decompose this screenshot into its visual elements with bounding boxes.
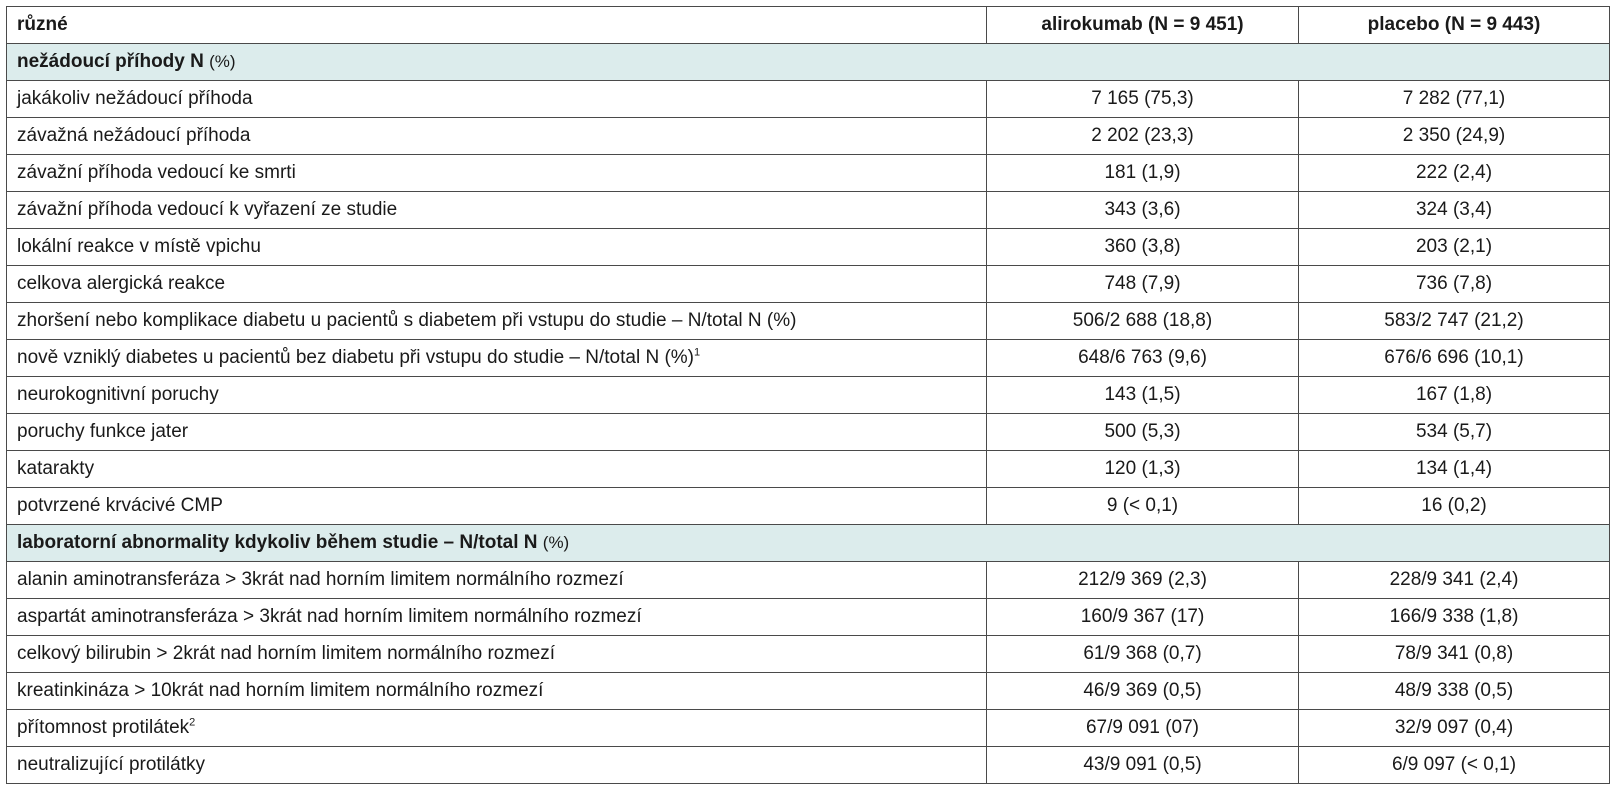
adverse-events-table (6, 6, 1610, 784)
row-label (7, 673, 987, 710)
table-row (7, 710, 1610, 747)
table-row (7, 414, 1610, 451)
alirocumab-value: 212/9 369 (2,3) (987, 562, 1299, 599)
alirocumab-value: 360 (3,8) (987, 229, 1299, 266)
placebo-value: 534 (5,7) (1299, 414, 1610, 451)
row-label (7, 118, 987, 155)
section-title (7, 44, 1610, 81)
placebo-value: 7 282 (77,1) (1299, 81, 1610, 118)
placebo-value: 32/9 097 (0,4) (1299, 710, 1610, 747)
row-label (7, 562, 987, 599)
row-label-text: závažná nežádoucí příhoda (17, 125, 251, 146)
placebo-value: 2 350 (24,9) (1299, 118, 1610, 155)
row-label-text: závažní příhoda vedoucí ke smrti (17, 162, 296, 183)
row-label-text: alanin aminotransferáza > 3krát nad horním limitem normálního rozmezí (17, 569, 624, 590)
row-label-text: neurokognitivní poruchy (17, 384, 219, 405)
alirocumab-value: 648/6 763 (9,6) (987, 340, 1299, 377)
section-title-text: laboratorní abnormality kdykoliv během studie – N/total N (17, 532, 538, 553)
alirocumab-value: 343 (3,6) (987, 192, 1299, 229)
alirocumab-value: 181 (1,9) (987, 155, 1299, 192)
section-row-adverse-events (7, 44, 1610, 81)
alirocumab-value: 61/9 368 (0,7) (987, 636, 1299, 673)
section-row-lab-abnormalities (7, 525, 1610, 562)
row-label-text: celkova alergická reakce (17, 273, 226, 294)
section-title-suffix: (%) (209, 52, 236, 71)
row-label-text: neutralizující protilátky (17, 754, 205, 775)
table-row (7, 636, 1610, 673)
table-row (7, 229, 1610, 266)
placebo-value: 6/9 097 (< 0,1) (1299, 747, 1610, 784)
alirocumab-value: 143 (1,5) (987, 377, 1299, 414)
row-label-text: poruchy funkce jater (17, 421, 189, 442)
row-label (7, 599, 987, 636)
footnote-marker: 1 (694, 346, 701, 359)
header-row (7, 7, 1610, 44)
table-row (7, 488, 1610, 525)
table-row (7, 81, 1610, 118)
alirocumab-value: 46/9 369 (0,5) (987, 673, 1299, 710)
row-label (7, 414, 987, 451)
placebo-value: 228/9 341 (2,4) (1299, 562, 1610, 599)
row-label-text: aspartát aminotransferáza > 3krát nad horním limitem normálního rozmezí (17, 606, 642, 627)
table-row (7, 192, 1610, 229)
table-row (7, 562, 1610, 599)
alirocumab-value: 2 202 (23,3) (987, 118, 1299, 155)
row-label (7, 451, 987, 488)
table-row (7, 118, 1610, 155)
row-label (7, 303, 987, 340)
row-label-text: kreatinkináza > 10krát nad horním limitem normálního rozmezí (17, 680, 544, 701)
alirocumab-value: 500 (5,3) (987, 414, 1299, 451)
row-label (7, 488, 987, 525)
row-label-text: jakákoliv nežádoucí příhoda (17, 88, 253, 109)
alirocumab-value: 7 165 (75,3) (987, 81, 1299, 118)
row-label-text: potvrzené krvácivé CMP (17, 495, 223, 516)
table-row (7, 266, 1610, 303)
row-label (7, 229, 987, 266)
alirocumab-value: 67/9 091 (07) (987, 710, 1299, 747)
row-label-text: nově vzniklý diabetes u pacientů bez diabetu při vstupu do studie – N/total N (%) (17, 347, 694, 368)
table-row (7, 673, 1610, 710)
row-label-text: katarakty (17, 458, 95, 479)
placebo-value: 167 (1,8) (1299, 377, 1610, 414)
row-label-text: závažní příhoda vedoucí k vyřazení ze studie (17, 199, 398, 220)
placebo-value: 166/9 338 (1,8) (1299, 599, 1610, 636)
header-col-category: různé (7, 7, 987, 44)
placebo-value: 583/2 747 (21,2) (1299, 303, 1610, 340)
placebo-value: 78/9 341 (0,8) (1299, 636, 1610, 673)
row-label (7, 636, 987, 673)
placebo-value: 16 (0,2) (1299, 488, 1610, 525)
placebo-value: 222 (2,4) (1299, 155, 1610, 192)
placebo-value: 736 (7,8) (1299, 266, 1610, 303)
row-label (7, 377, 987, 414)
table-row (7, 155, 1610, 192)
table-body (7, 44, 1610, 784)
alirocumab-value: 43/9 091 (0,5) (987, 747, 1299, 784)
row-label-text: zhoršení nebo komplikace diabetu u pacientů s diabetem při vstupu do studie – N/total N (%) (17, 310, 797, 331)
table-row (7, 599, 1610, 636)
alirocumab-value: 506/2 688 (18,8) (987, 303, 1299, 340)
row-label-text: přítomnost protilátek (17, 717, 190, 738)
alirocumab-value: 9 (< 0,1) (987, 488, 1299, 525)
table-row (7, 340, 1610, 377)
header-col-alirocumab: alirokumab (N = 9 451) (987, 7, 1299, 44)
header-col-placebo: placebo (N = 9 443) (1299, 7, 1610, 44)
placebo-value: 134 (1,4) (1299, 451, 1610, 488)
footnote-marker: 2 (189, 716, 196, 729)
table-row (7, 377, 1610, 414)
table-row (7, 747, 1610, 784)
alirocumab-value: 748 (7,9) (987, 266, 1299, 303)
section-title (7, 525, 1610, 562)
alirocumab-value: 120 (1,3) (987, 451, 1299, 488)
placebo-value: 203 (2,1) (1299, 229, 1610, 266)
row-label (7, 340, 987, 377)
row-label (7, 192, 987, 229)
placebo-value: 676/6 696 (10,1) (1299, 340, 1610, 377)
placebo-value: 324 (3,4) (1299, 192, 1610, 229)
table-row (7, 451, 1610, 488)
row-label (7, 266, 987, 303)
placebo-value: 48/9 338 (0,5) (1299, 673, 1610, 710)
table-row (7, 303, 1610, 340)
row-label (7, 747, 987, 784)
row-label-text: lokální reakce v místě vpichu (17, 236, 261, 257)
alirocumab-value: 160/9 367 (17) (987, 599, 1299, 636)
row-label-text: celkový bilirubin > 2krát nad horním limitem normálního rozmezí (17, 643, 556, 664)
section-title-text: nežádoucí příhody N (17, 51, 204, 72)
row-label (7, 155, 987, 192)
section-title-suffix: (%) (542, 533, 570, 552)
row-label (7, 710, 987, 747)
row-label (7, 81, 987, 118)
